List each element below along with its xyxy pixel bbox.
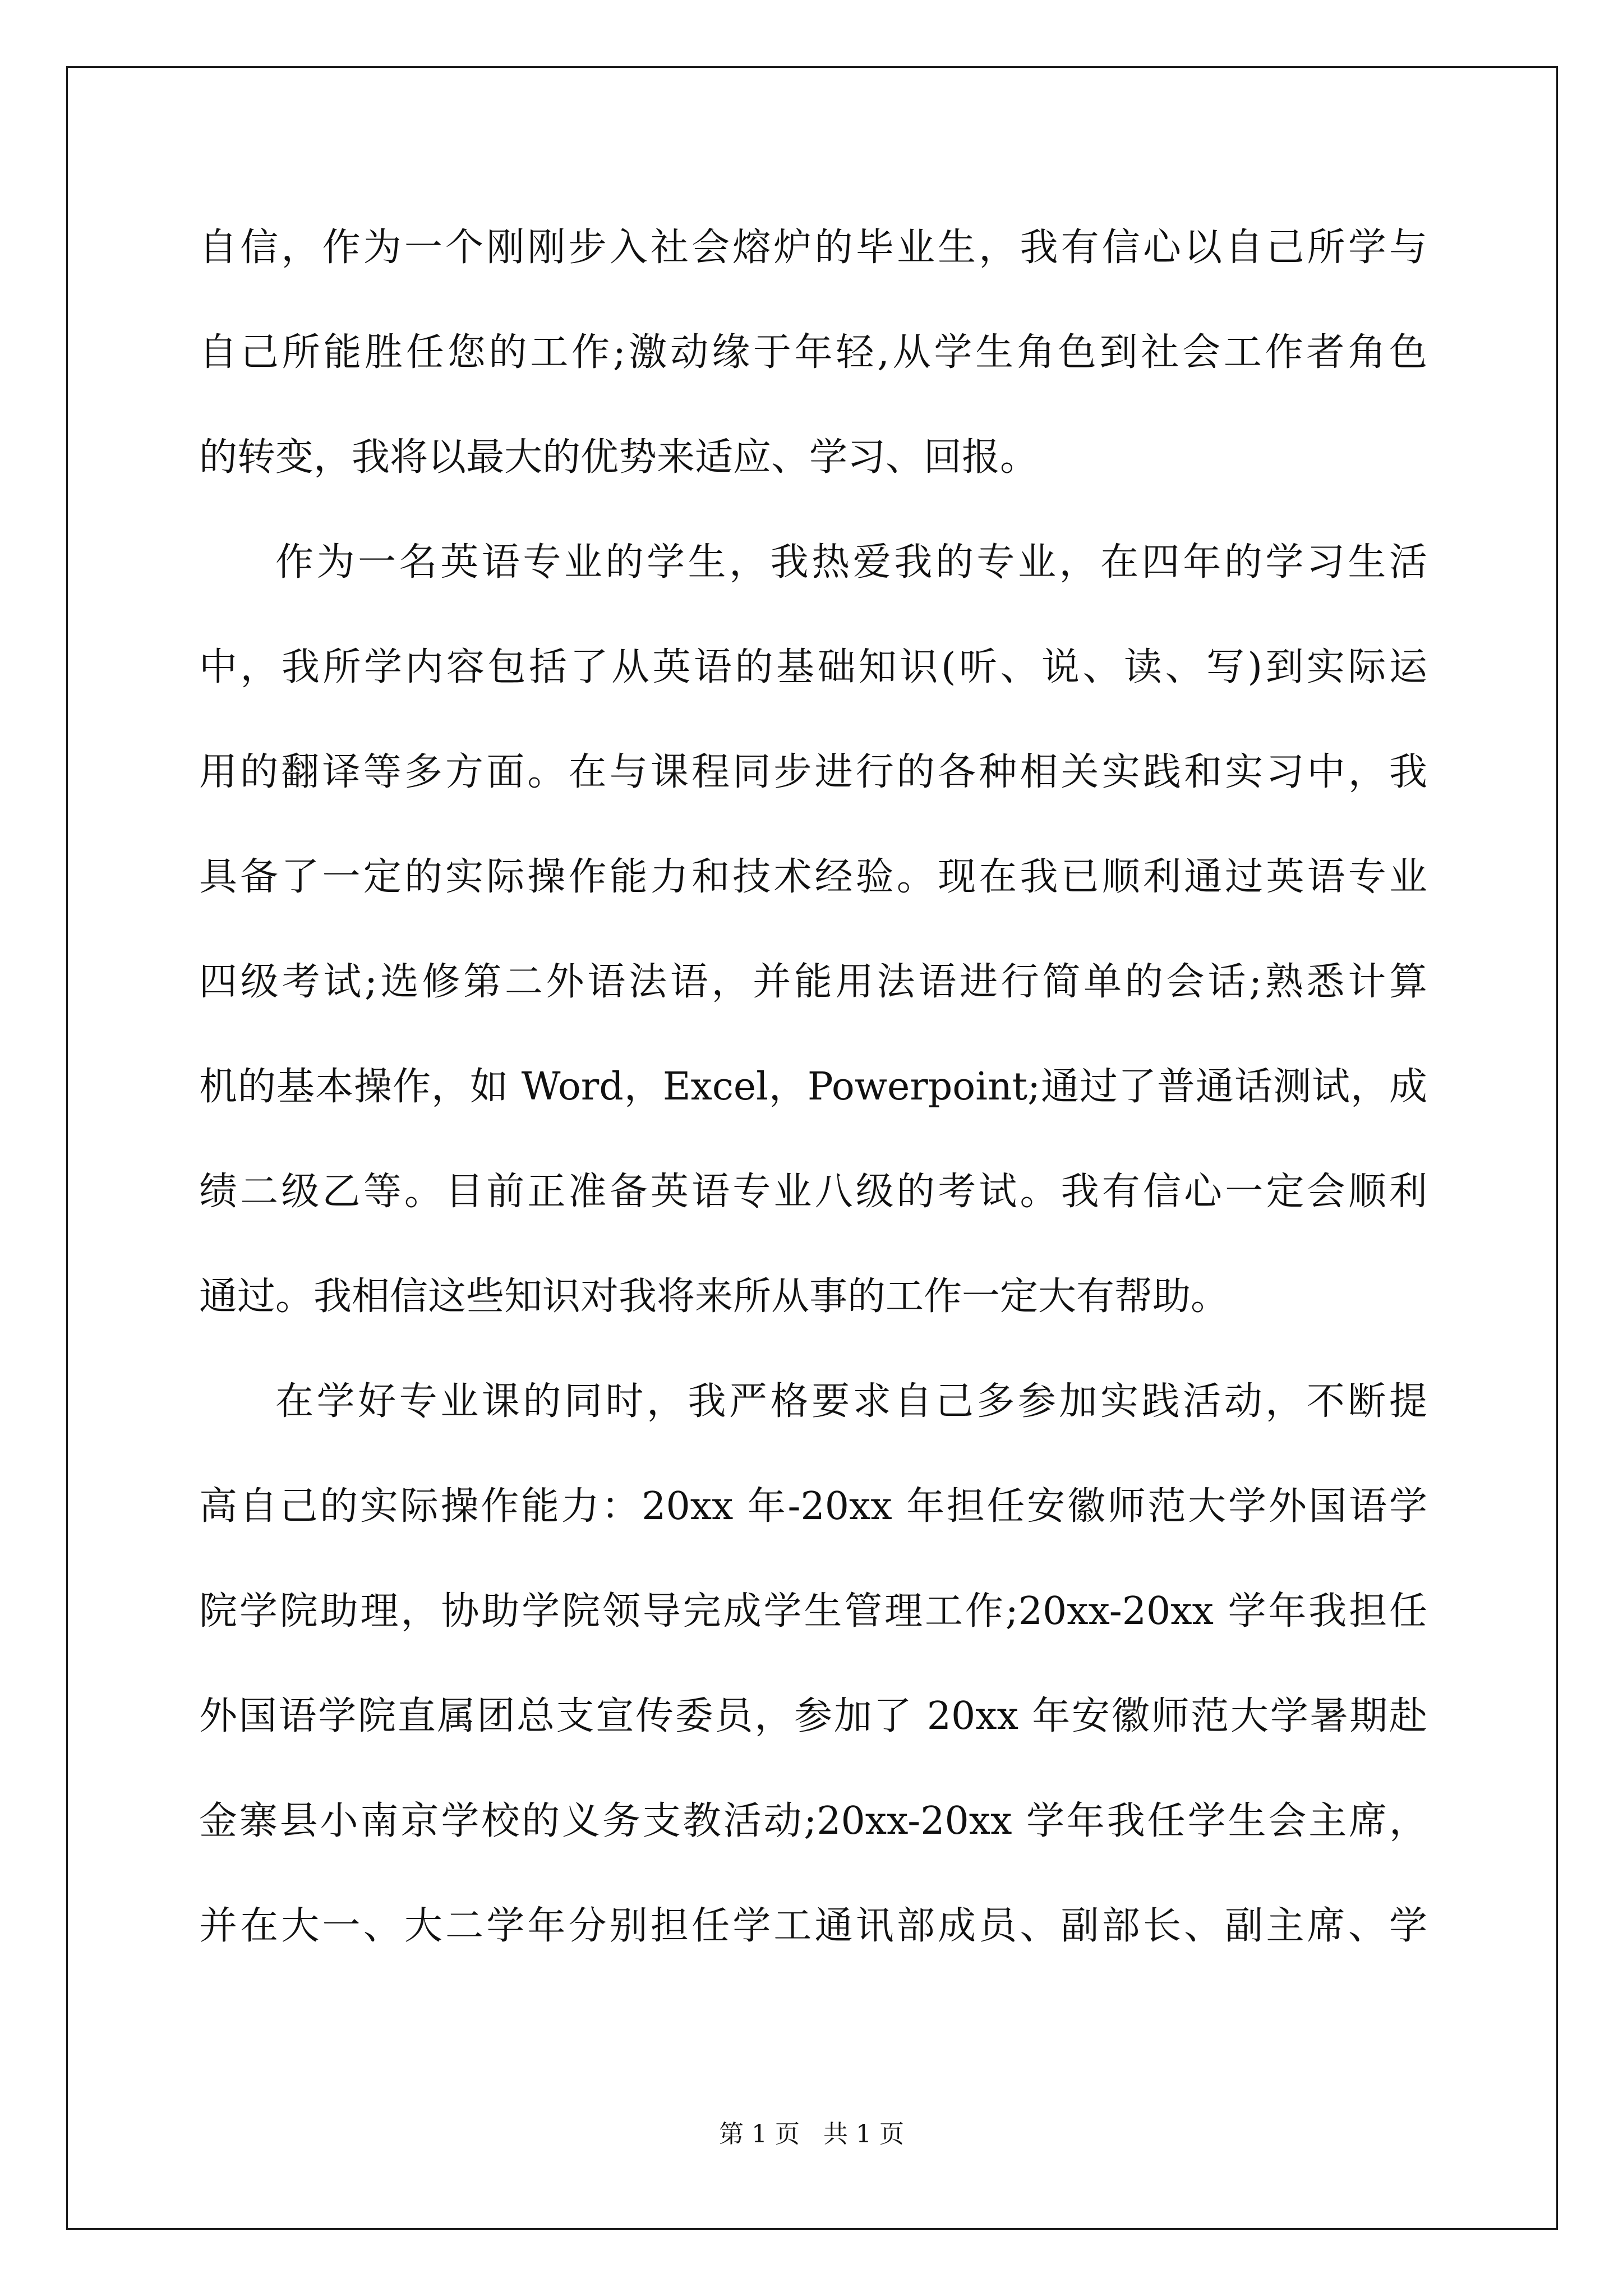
text-line: 高自己的实际操作能力：20xx 年-20xx 年担任安徽师范大学外国语学 — [199, 1484, 1427, 1529]
text-line: 金寨县小南京学校的义务支教活动;20xx-20xx 学年我任学生会主席， — [199, 1799, 1427, 1843]
text-line: 四级考试;选修第二外语法语，并能用法语进行简单的会话;熟悉计算 — [199, 960, 1427, 1004]
text-line: 自己所能胜任您的工作;激动缘于年轻,从学生角色到社会工作者角色 — [199, 330, 1427, 375]
text-line: 绩二级乙等。目前正准备英语专业八级的考试。我有信心一定会顺利 — [199, 1170, 1427, 1214]
text-line: 具备了一定的实际操作能力和技术经验。现在我已顺利通过英语专业 — [199, 855, 1427, 899]
text-line: 自信，作为一个刚刚步入社会熔炉的毕业生，我有信心以自己所学与 — [199, 226, 1427, 270]
text-line: 外国语学院直属团总支宣传委员，参加了 20xx 年安徽师范大学暑期赴 — [199, 1694, 1427, 1738]
text-line: 院学院助理，协助学院领导完成学生管理工作;20xx-20xx 学年我担任 — [199, 1589, 1427, 1634]
text-line: 的转变，我将以最大的优势来适应、学习、回报。 — [199, 435, 1039, 480]
text-line: 通过。我相信这些知识对我将来所从事的工作一定大有帮助。 — [199, 1274, 1229, 1319]
text-line: 并在大一、大二学年分别担任学工通讯部成员、副部长、副主席、学 — [199, 1904, 1427, 1948]
text-line: 在学好专业课的同时，我严格要求自己多参加实践活动，不断提 — [275, 1379, 1427, 1424]
page-number-footer: 第 1 页 共 1 页 — [719, 2120, 904, 2148]
text-line: 中，我所学内容包括了从英语的基础知识(听、说、读、写)到实际运 — [199, 645, 1427, 689]
text-line: 作为一名英语专业的学生，我热爱我的专业，在四年的学习生活 — [275, 540, 1427, 585]
document-body — [199, 222, 1427, 2005]
text-line: 用的翻译等多方面。在与课程同步进行的各种相关实践和实习中，我 — [199, 750, 1427, 794]
text-line: 机的基本操作，如 Word，Excel，Powerpoint;通过了普通话测试，成 — [199, 1065, 1427, 1109]
